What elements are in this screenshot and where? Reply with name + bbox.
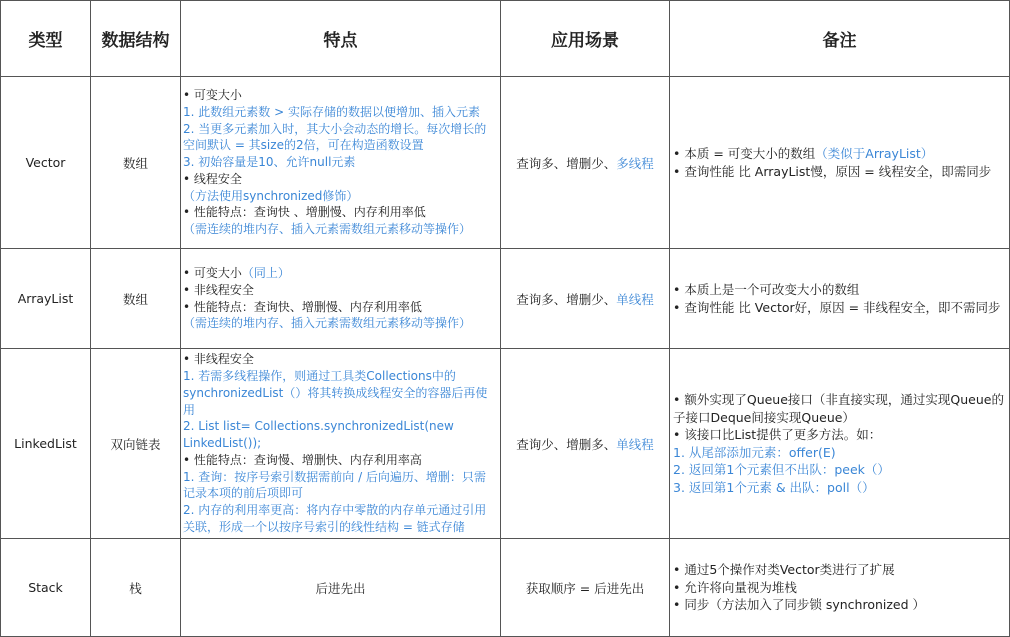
note-line: • 查询性能 比 Vector好，原因 = 非线程安全，即不需同步 bbox=[673, 299, 1007, 317]
scenario-highlight: 单线程 bbox=[616, 291, 654, 307]
cell-features bbox=[181, 77, 501, 249]
feature-line: • 线程安全 bbox=[183, 171, 497, 188]
cell-scenario bbox=[501, 249, 670, 349]
scenario-text: 查询多、增删少、 bbox=[516, 291, 617, 307]
note-line: • 通过5个操作对类Vector类进行了扩展 bbox=[673, 561, 1007, 579]
scenario-text: 查询少、增删多、 bbox=[516, 436, 617, 452]
scenario-highlight: 多线程 bbox=[616, 155, 654, 171]
cell-type: Vector bbox=[1, 77, 91, 249]
cell-type: LinkedList bbox=[1, 349, 91, 539]
note-line: 1. 从尾部添加元素：offer(E) bbox=[673, 444, 836, 460]
note-line: • 同步（方法加入了同步锁 synchronized ） bbox=[673, 596, 1007, 614]
feature-line: 1. 此数组元素数 > 实际存储的数据以便增加、插入元素 bbox=[183, 104, 480, 119]
note-line: • 允许将向量视为堆栈 bbox=[673, 579, 1007, 597]
feature-line: （需连续的堆内存、插入元素需数组元素移动等操作） bbox=[183, 222, 472, 237]
note-line: • 查询性能 比 ArrayList慢，原因 = 线程安全，即需同步 bbox=[673, 163, 1007, 181]
table-row bbox=[1, 539, 1010, 637]
feature-line: 3. 初始容量是10、允许null元素 bbox=[183, 155, 356, 170]
cell-notes bbox=[670, 349, 1010, 539]
note-text: 本质 = 可变大小的数组 bbox=[684, 146, 816, 161]
note-line: • 该接口比List提供了更多方法。如： bbox=[673, 426, 1007, 444]
feature-line: • 性能特点：查询快 、增删慢、内存利用率低 bbox=[183, 204, 497, 221]
note-line bbox=[673, 145, 1007, 163]
note-line: 2. 返回第1个元素但不出队：peek（） bbox=[673, 462, 890, 477]
header-notes: 备注 bbox=[670, 1, 1010, 77]
table-row bbox=[1, 77, 1010, 249]
note-line: 3. 返回第1个元素 & 出队：poll（） bbox=[673, 479, 875, 495]
cell-features bbox=[181, 349, 501, 539]
feature-line: （需连续的堆内存、插入元素需数组元素移动等操作） bbox=[183, 316, 472, 331]
header-type: 类型 bbox=[1, 1, 91, 77]
table-row bbox=[1, 249, 1010, 349]
feature-line: （方法使用synchronized修饰） bbox=[183, 188, 359, 203]
header-scenario: 应用场景 bbox=[501, 1, 670, 77]
cell-type: ArrayList bbox=[1, 249, 91, 349]
cell-notes bbox=[670, 249, 1010, 349]
cell-structure: 数组 bbox=[91, 249, 181, 349]
scenario-text: 查询多、增删少、 bbox=[516, 155, 617, 171]
table-row bbox=[1, 349, 1010, 539]
feature-line bbox=[183, 265, 497, 282]
cell-notes bbox=[670, 77, 1010, 249]
feature-line: • 非线程安全 bbox=[183, 351, 497, 368]
cell-scenario bbox=[501, 349, 670, 539]
header-structure: 数据结构 bbox=[91, 1, 181, 77]
cell-notes bbox=[670, 539, 1010, 637]
cell-structure: 双向链表 bbox=[91, 349, 181, 539]
feature-line: 1. 若需多线程操作，则通过工具类Collections中的synchronizedList（）将其转换成线程安全的容器后再使用 bbox=[183, 368, 488, 417]
feature-extra: （同上） bbox=[241, 265, 290, 280]
scenario-highlight: 单线程 bbox=[616, 436, 654, 452]
feature-line: 2. 内存的利用率更高：将内存中零散的内存单元通过引用关联，形成一个以按序号索引的线性结构 = 链式存储 bbox=[183, 503, 487, 535]
note-line: • 额外实现了Queue接口（非直接实现，通过实现Queue的子接口Deque间接实现Queue） bbox=[673, 391, 1007, 426]
cell-structure: 数组 bbox=[91, 77, 181, 249]
feature-line: • 非线程安全 bbox=[183, 282, 497, 299]
cell-scenario: 获取顺序 = 后进先出 bbox=[501, 539, 670, 637]
feature-line: 2. 当更多元素加入时，其大小会动态的增长。每次增长的空间默认 = 其size的2倍，可在构造函数设置 bbox=[183, 121, 487, 153]
header-features: 特点 bbox=[181, 1, 501, 77]
note-extra: （类似于ArrayList） bbox=[815, 146, 934, 161]
feature-text: 可变大小 bbox=[193, 265, 242, 280]
cell-scenario bbox=[501, 77, 670, 249]
cell-type: Stack bbox=[1, 539, 91, 637]
feature-line: 1. 查询：按序号索引数据需前向 / 后向遍历、增删：只需记录本项的前后项即可 bbox=[183, 469, 486, 501]
header-row bbox=[1, 1, 1010, 77]
cell-structure: 栈 bbox=[91, 539, 181, 637]
cell-features bbox=[181, 249, 501, 349]
feature-line: 2. List list= Collections.synchronizedList(new LinkedList()); bbox=[183, 419, 454, 451]
feature-line: • 可变大小 bbox=[183, 87, 497, 104]
cell-features: 后进先出 bbox=[181, 539, 501, 637]
note-line: • 本质上是一个可改变大小的数组 bbox=[673, 281, 1007, 299]
feature-line: • 性能特点：查询慢、增删快、内存利用率高 bbox=[183, 452, 497, 469]
feature-line: • 性能特点：查询快、增删慢、内存利用率低 bbox=[183, 299, 497, 316]
